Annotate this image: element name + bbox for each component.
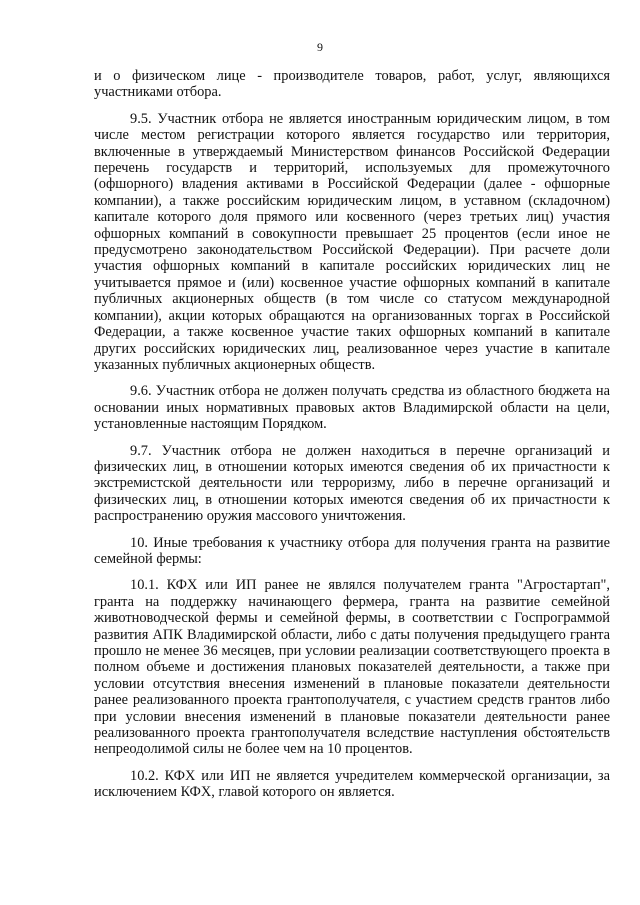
paragraph-10-1: 10.1. КФХ или ИП ранее не являлся получателем гранта "Агростартап", гранта на поддержку начинающего фермера, гранта на развитие семейной животноводческой фермы и семейной фермы, в соответствии с Госпрограммой развития АПК Владимирской области, либо с даты получения предыдущего гранта прошло не менее 36 месяцев, при условии реализации соответствующего проекта в полном объеме и достижения плановых показателей деятельности, а также при условии отсутствия внесения изменений в плановые показатели деятельности ранее реализованного проекта грантополучателя, с участием средств грантов либо при условии внесения изменений в плановые показатели деятельности ранее реализованного проекта грантополучателя вследствие наступления обстоятельств непреодолимой силы не более чем на 10 процентов. xyxy=(94,577,610,758)
paragraph-9-5: 9.5. Участник отбора не является иностранным юридическим лицом, в том числе местом регистрации которого является государство или территория, включенные в утверждаемый Министерством финансов Российской Федерации перечень государств и территорий, используемых для промежуточного (офшорного) владения активами в Российской Федерации (далее - офшорные компании), а также российским юридическим лицом, в уставном (складочном) капитале которого доля прямого или косвенного (через третьих лиц) участия офшорных компаний в совокупности превышает 25 процентов (если иное не предусмотрено законодательством Российской Федерации). При расчете доли участия офшорных компаний в капитале российских юридических лиц не учитывается прямое и (или) косвенное участие офшорных компаний в капитале публичных акционерных обществ (в том числе со статусом международной компании), акции которых обращаются на организованных торгах в Российской Федерации, а также косвенное участие таких офшорных компаний в капитале других российских юридических лиц, реализованное через участие в капитале указанных публичных акционерных обществ. xyxy=(94,110,610,373)
paragraph-continuation: и о физическом лице - производителе товаров, работ, услуг, являющихся участниками отбора. xyxy=(94,68,610,101)
document-body xyxy=(94,68,610,811)
paragraph-10: 10. Иные требования к участнику отбора для получения гранта на развитие семейной фермы: xyxy=(94,534,610,567)
page-number: 9 xyxy=(317,40,323,54)
paragraph-10-2: 10.2. КФХ или ИП не является учредителем коммерческой организации, за исключением КФХ, главой которого он является. xyxy=(94,767,610,801)
paragraph-9-6: 9.6. Участник отбора не должен получать средства из областного бюджета на основании иных нормативных правовых актов Владимирской области на цели, установленные настоящим Порядком. xyxy=(94,383,610,433)
paragraph-9-7: 9.7. Участник отбора не должен находиться в перечне организаций и физических лиц, в отношении которых имеются сведения об их причастности к экстремистской деятельности или терроризму, либо в перечне организаций и физических лиц, в отношении которых имеются сведения об их причастности к распространению оружия массового уничтожения. xyxy=(94,442,610,525)
